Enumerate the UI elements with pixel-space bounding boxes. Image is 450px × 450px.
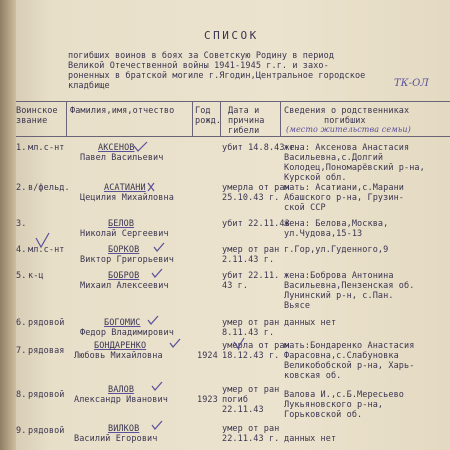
- row-number: 8.: [16, 390, 27, 400]
- row-relatives: г.Гор,ул.Гуденного,9: [284, 245, 389, 255]
- row-date: умер от ран: [222, 385, 280, 395]
- row-surname: ВАЛОВ: [108, 385, 135, 395]
- row-date: умер от ран: [222, 245, 280, 255]
- row-date: умерла от ран: [222, 341, 290, 351]
- row-date: 25.10.43 г.: [222, 193, 280, 203]
- row-relatives: ской ССР: [284, 203, 326, 213]
- row-relatives: Васильевна,Пензенская об.: [284, 281, 415, 291]
- book-binding: [0, 0, 16, 450]
- row-rank: рядовой: [28, 318, 65, 328]
- row-rank: рядовая: [28, 346, 65, 356]
- header-date: причина: [228, 116, 265, 126]
- checkmark-icon: [134, 142, 147, 151]
- checkmark-icon: [152, 382, 162, 390]
- row-rank: мл.с-нт: [28, 143, 65, 153]
- column-divider: [66, 101, 67, 136]
- header-rank: звание: [16, 116, 48, 126]
- row-date: погиб: [222, 395, 249, 405]
- handwritten-header-note: (место жительства семьи): [286, 125, 411, 134]
- checkmark-icon: [154, 243, 164, 251]
- row-relatives: Лукьяновского р-на,: [284, 400, 384, 410]
- column-divider: [192, 101, 193, 136]
- row-number: 2.: [16, 183, 27, 193]
- header-date: Дата и: [228, 106, 260, 116]
- row-date: убит 22.11.: [222, 271, 280, 281]
- row-surname: АСАТИАНИ: [104, 183, 146, 193]
- header-year: рожд.: [195, 116, 222, 126]
- row-surname: БЕЛОВ: [108, 219, 135, 229]
- row-relatives: Курской обл.: [284, 173, 347, 183]
- row-given-name: Павел Васильевич: [80, 153, 164, 163]
- row-number: 9.: [16, 426, 27, 436]
- row-surname: БОНДАРЕНКО: [94, 341, 147, 351]
- row-number: 3.: [16, 219, 27, 229]
- subtitle-line: погибших воинов в боях за Советскую Родину в период: [68, 51, 335, 61]
- row-number: 4.: [16, 245, 27, 255]
- row-surname: БОБРОВ: [108, 271, 140, 281]
- row-relatives: мать:Бондаренко Анастасия: [284, 341, 415, 351]
- row-rank: в/фельд.: [28, 183, 70, 193]
- row-date: 22.11.43 г.: [222, 434, 280, 444]
- header-year: Год: [195, 106, 211, 116]
- row-given-name: Федор Владимирович: [80, 328, 174, 338]
- subtitle-line: Великой Отечественной войны 1941-1945 г.г. и захо-: [68, 61, 329, 71]
- row-relatives: ковская об.: [284, 371, 342, 381]
- row-relatives: жена:Боброва Антонина: [284, 271, 394, 281]
- table-top-rule: [16, 101, 450, 102]
- row-date: 22.11.43: [222, 405, 264, 415]
- row-year: 1923: [197, 395, 218, 405]
- row-rank: рядовой: [28, 426, 65, 436]
- row-given-name: Михаил Алексеевич: [80, 281, 169, 291]
- checkmark-icon: [152, 269, 162, 277]
- row-date: 2.11.43 г.: [222, 255, 275, 265]
- row-relatives: Валова И.,с.Б.Мересьево: [284, 390, 405, 400]
- row-relatives: Великобобской р-на, Харь-: [284, 361, 415, 371]
- row-date: 18.12.43 г.: [222, 351, 280, 361]
- row-rank: мл.с-нт: [28, 245, 65, 255]
- row-date: 43 г.: [222, 281, 249, 291]
- column-divider: [280, 101, 281, 136]
- row-date: 8.11.43 г.: [222, 328, 275, 338]
- row-surname: БОГОМИС: [104, 318, 141, 328]
- row-number: 7.: [16, 346, 27, 356]
- row-given-name: Василий Егорович: [74, 434, 158, 444]
- row-relatives: данных нет: [284, 318, 337, 328]
- table-header-rule: [16, 136, 450, 137]
- header-relatives: погибших: [324, 116, 366, 126]
- row-number: 5.: [16, 271, 27, 281]
- row-given-name: Любовь Михайловна: [74, 351, 163, 361]
- row-relatives: данных нет: [284, 434, 337, 444]
- header-date: гибели: [228, 126, 260, 136]
- row-date: убит 14.8.43 г.: [222, 143, 301, 153]
- checkmark-icon: [148, 316, 158, 324]
- row-relatives: Вьясе: [284, 301, 311, 311]
- header-relatives: Сведения о родственниках: [284, 106, 410, 116]
- row-relatives: жена: Аксенова Анастасия: [284, 143, 410, 153]
- subtitle-line: роненных в братской могиле г.Ягодин,Центральное городское: [68, 71, 366, 81]
- row-surname: ВИЛКОВ: [108, 424, 140, 434]
- row-number: 6.: [16, 318, 27, 328]
- header-rank: Воинское: [16, 106, 58, 116]
- row-surname: АКСЕНОВ: [98, 143, 135, 153]
- row-number: 1.: [16, 143, 27, 153]
- checkmark-icon: [170, 339, 180, 347]
- row-relatives: Горьковской об.: [284, 410, 363, 420]
- subtitle-line: кладбище: [68, 81, 110, 91]
- row-relatives: ул.Чудова,15-13: [284, 229, 363, 239]
- row-date: умер от ран: [222, 318, 280, 328]
- row-given-name: Александр Иванович: [74, 395, 168, 405]
- row-relatives: Фарасовна,с.Слабуновка: [284, 351, 399, 361]
- row-relatives: Лунинский р-н, с.Пан.: [284, 291, 394, 301]
- row-rank: рядовой: [28, 390, 65, 400]
- header-name: Фамилия,имя,отчество: [70, 106, 175, 116]
- row-date: убит 22.11.43: [222, 219, 290, 229]
- row-given-name: Николай Сергеевич: [80, 229, 169, 239]
- row-surname: БОРКОВ: [108, 245, 140, 255]
- row-year: 1924: [197, 351, 218, 361]
- row-date: умерла от ран: [222, 183, 290, 193]
- row-relatives: Васильевна,с.Долгий: [284, 153, 384, 163]
- row-relatives: жена: Белова,Москва,: [284, 219, 389, 229]
- cross-mark-icon: [148, 183, 154, 191]
- row-rank: к-ц: [28, 271, 44, 281]
- document-page: [16, 0, 450, 450]
- row-date: умер от ран: [222, 424, 280, 434]
- row-given-name: Виктор Григорьевич: [80, 255, 174, 265]
- checkmark-icon: [152, 421, 162, 429]
- row-relatives: Абашского р-на, Грузин-: [284, 193, 405, 203]
- row-given-name: Цецилия Михайловна: [80, 193, 174, 203]
- document-title: СПИСОК: [204, 29, 259, 42]
- handwritten-reference: ТК-ОЛ: [394, 78, 429, 89]
- row-relatives: мать: Асатиани,с.Марани: [284, 183, 405, 193]
- row-relatives: Колодец,Пономарёвский р-на,: [284, 163, 425, 173]
